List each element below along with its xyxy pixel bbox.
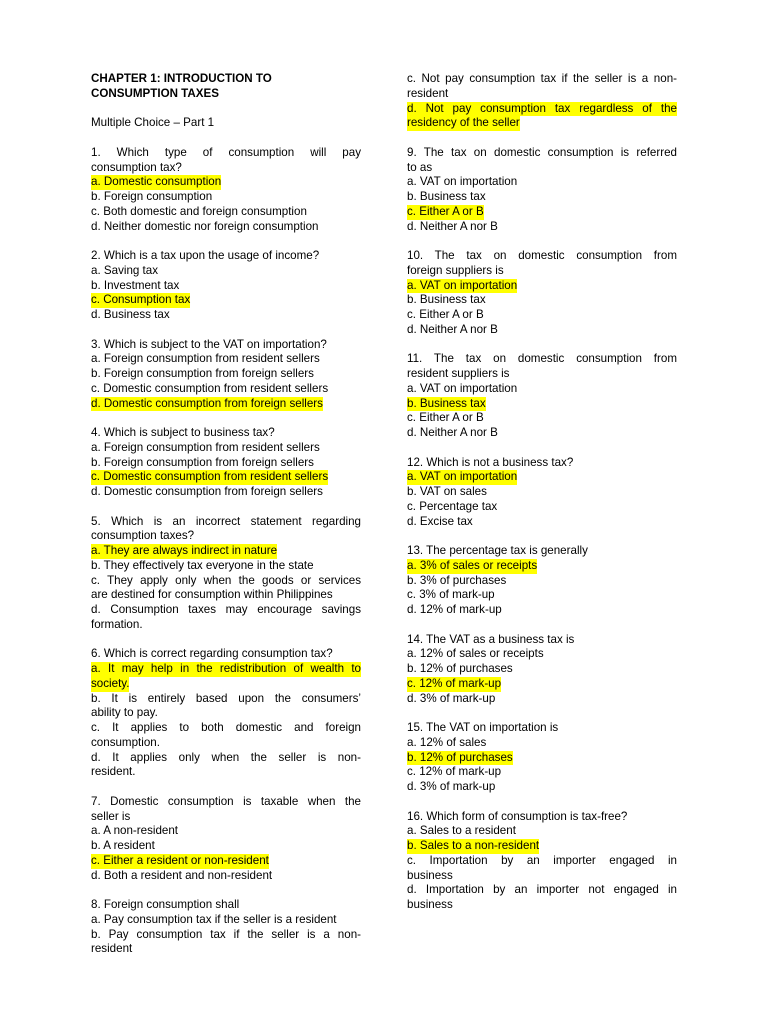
option-8-b-line-1: b. Pay consumption tax if the seller is a non- xyxy=(91,927,361,941)
option-13-d-line-1: d. 12% of mark-up xyxy=(407,603,502,616)
question-6 xyxy=(91,647,361,780)
option-9-a-line-1: a. VAT on importation xyxy=(407,175,518,189)
question-8-stem-line-1: 8. Foreign consumption shall xyxy=(91,898,240,911)
question-10-stem-line-1: 10. The tax on domestic consumption from xyxy=(407,249,677,262)
question-8 xyxy=(407,72,677,131)
section-heading: Multiple Choice – Part 1 xyxy=(91,116,215,130)
option-14-a xyxy=(407,647,677,662)
option-16-a-line-1: a. Sales to a resident xyxy=(407,824,516,838)
question-4 xyxy=(91,426,361,500)
option-6-b xyxy=(91,692,361,722)
option-8-d-line-1: d. Not pay consumption tax regardless of the xyxy=(407,101,677,115)
option-5-d xyxy=(91,603,361,633)
option-8-c xyxy=(407,72,677,102)
option-8-b-line-2: resident xyxy=(91,942,133,956)
question-15 xyxy=(407,721,677,795)
option-6-c-line-2: consumption. xyxy=(91,735,160,749)
option-7-d-line-1: d. Both a resident and non-resident xyxy=(91,868,273,882)
question-14-stem-line-1: 14. The VAT as a business tax is xyxy=(407,632,575,646)
option-15-c xyxy=(407,765,677,780)
question-9-stem-line-2: to as xyxy=(407,160,433,174)
question-6-stem-line-1: 6. Which is correct regarding consumption tax? xyxy=(91,647,333,661)
option-5-c xyxy=(91,574,361,604)
answer-option-10-a xyxy=(407,279,677,294)
option-8-c-line-2: resident xyxy=(407,86,449,100)
option-9-a xyxy=(407,175,677,190)
option-3-a xyxy=(91,352,361,367)
option-15-a xyxy=(407,736,677,751)
question-14 xyxy=(407,633,677,707)
question-1-stem-line-1: 1. Which type of consumption will pay xyxy=(91,145,361,159)
question-12-stem-line-1: 12. Which is not a business tax? xyxy=(407,455,574,469)
option-1-b xyxy=(91,190,361,205)
option-2-b xyxy=(91,279,361,294)
answer-option-9-c xyxy=(407,205,677,220)
option-6-a-line-1: a. It may help in the redistribution of wealth to xyxy=(91,662,361,675)
option-6-b-line-2: ability to pay. xyxy=(91,706,158,720)
question-9-stem-line-1: 9. The tax on domestic consumption is referred xyxy=(407,145,677,159)
option-11-b-line-1: b. Business tax xyxy=(407,396,486,410)
option-3-b-line-1: b. Foreign consumption from foreign sellers xyxy=(91,367,314,380)
question-3-stem-line-1: 3. Which is subject to the VAT on importation? xyxy=(91,337,327,351)
answer-option-7-c xyxy=(91,854,361,869)
question-16-stem-line-1: 16. Which form of consumption is tax-free? xyxy=(407,809,628,823)
option-6-a-line-2: society. xyxy=(91,676,130,690)
question-5-stem-line-2: consumption taxes? xyxy=(91,529,195,543)
option-1-d-line-1: d. Neither domestic nor foreign consumption xyxy=(91,219,319,233)
question-9 xyxy=(407,146,677,235)
question-13-stem-line-1: 13. The percentage tax is generally xyxy=(407,544,588,557)
option-2-d xyxy=(91,308,361,323)
option-11-c-line-1: c. Either A or B xyxy=(407,411,484,425)
option-4-d xyxy=(91,485,361,500)
question-11-stem-line-2: resident suppliers is xyxy=(407,367,510,380)
option-10-a-line-1: a. VAT on importation xyxy=(407,278,518,292)
question-7 xyxy=(91,795,361,884)
option-16-c xyxy=(407,854,677,884)
question-15-stem-line-1: 15. The VAT on importation is xyxy=(407,721,559,734)
option-5-b xyxy=(91,559,361,574)
option-15-c-line-1: c. 12% of mark-up xyxy=(407,765,502,779)
question-7-stem-line-1: 7. Domestic consumption is taxable when the xyxy=(91,794,361,808)
option-15-b-line-1: b. 12% of purchases xyxy=(407,750,513,764)
option-10-c xyxy=(407,308,677,323)
option-8-c-line-1: c. Not pay consumption tax if the seller is a non- xyxy=(407,72,677,85)
option-1-d xyxy=(91,220,361,235)
option-13-b xyxy=(407,574,677,589)
answer-option-11-b xyxy=(407,397,677,412)
question-11-stem-line-1: 11. The tax on domestic consumption from xyxy=(407,352,677,366)
option-3-b xyxy=(91,367,361,382)
option-15-a-line-1: a. 12% of sales xyxy=(407,735,487,749)
option-9-d xyxy=(407,220,677,235)
question-5 xyxy=(91,515,361,633)
option-15-d-line-1: d. 3% of mark-up xyxy=(407,780,496,793)
option-12-d xyxy=(407,515,677,530)
option-12-c xyxy=(407,500,677,515)
option-4-b xyxy=(91,456,361,471)
option-2-c-line-1: c. Consumption tax xyxy=(91,293,191,307)
option-16-c-line-1: c. Importation by an importer engaged in xyxy=(407,853,677,867)
option-11-d-line-1: d. Neither A nor B xyxy=(407,426,498,439)
option-10-c-line-1: c. Either A or B xyxy=(407,308,484,321)
question-12 xyxy=(407,456,677,530)
right-column xyxy=(407,72,677,913)
option-2-d-line-1: d. Business tax xyxy=(91,308,170,321)
option-1-c xyxy=(91,205,361,220)
option-16-b-line-1: b. Sales to a non-resident xyxy=(407,839,540,852)
option-11-c xyxy=(407,411,677,426)
option-8-b xyxy=(91,928,361,958)
question-10-stem-line-2: foreign suppliers is xyxy=(407,263,504,277)
answer-option-4-c xyxy=(91,470,361,485)
question-10 xyxy=(407,249,677,338)
option-10-b-line-1: b. Business tax xyxy=(407,293,486,307)
answer-option-16-b xyxy=(407,839,677,854)
question-13 xyxy=(407,544,677,618)
option-14-a-line-1: a. 12% of sales or receipts xyxy=(407,647,544,661)
left-column xyxy=(91,72,361,957)
option-10-d xyxy=(407,323,677,338)
question-7-stem-line-2: seller is xyxy=(91,809,131,823)
option-13-c-line-1: c. 3% of mark-up xyxy=(407,588,495,602)
option-7-a xyxy=(91,824,361,839)
option-7-b-line-1: b. A resident xyxy=(91,839,155,852)
option-6-d-line-2: resident. xyxy=(91,765,136,779)
option-16-d xyxy=(407,883,677,913)
option-7-b xyxy=(91,839,361,854)
option-16-d-line-1: d. Importation by an importer not engaged in xyxy=(407,883,677,897)
option-10-d-line-1: d. Neither A nor B xyxy=(407,322,498,336)
option-12-b-line-1: b. VAT on sales xyxy=(407,485,487,498)
answer-option-5-a xyxy=(91,544,361,559)
option-5-d-line-1: d. Consumption taxes may encourage savings xyxy=(91,603,361,616)
option-6-d-line-1: d. It applies only when the seller is non- xyxy=(91,750,361,764)
option-16-c-line-2: business xyxy=(407,868,453,882)
question-3 xyxy=(91,338,361,412)
option-16-d-line-2: business xyxy=(407,898,453,911)
question-8 xyxy=(91,898,361,957)
option-9-c-line-1: c. Either A or B xyxy=(407,204,484,218)
question-2-stem-line-1: 2. Which is a tax upon the usage of income? xyxy=(91,249,320,262)
option-5-c-line-2: are destined for consumption within Philippines xyxy=(91,588,333,602)
option-9-b xyxy=(407,190,677,205)
option-5-c-line-1: c. They apply only when the goods or services xyxy=(91,573,361,587)
option-4-d-line-1: d. Domestic consumption from foreign sellers xyxy=(91,485,323,498)
answer-option-3-d xyxy=(91,397,361,412)
answer-option-14-c xyxy=(407,677,677,692)
option-5-b-line-1: b. They effectively tax everyone in the state xyxy=(91,558,314,572)
question-4-stem-line-1: 4. Which is subject to business tax? xyxy=(91,426,275,439)
option-10-b xyxy=(407,293,677,308)
question-1-stem-line-2: consumption tax? xyxy=(91,160,182,174)
option-2-b-line-1: b. Investment tax xyxy=(91,278,180,292)
question-1 xyxy=(91,146,361,235)
option-14-b-line-1: b. 12% of purchases xyxy=(407,662,513,675)
option-11-a-line-1: a. VAT on importation xyxy=(407,381,518,395)
option-11-d xyxy=(407,426,677,441)
option-12-b xyxy=(407,485,677,500)
option-13-b-line-1: b. 3% of purchases xyxy=(407,573,507,587)
option-7-a-line-1: a. A non-resident xyxy=(91,824,179,838)
option-14-d-line-1: d. 3% of mark-up xyxy=(407,691,496,705)
option-6-c-line-1: c. It applies to both domestic and foreign xyxy=(91,721,361,734)
answer-option-1-a xyxy=(91,175,361,190)
option-8-a xyxy=(91,913,361,928)
option-1-c-line-1: c. Both domestic and foreign consumption xyxy=(91,204,307,218)
option-6-b-line-1: b. It is entirely based upon the consumers’ xyxy=(91,691,361,705)
answer-option-15-b xyxy=(407,751,677,766)
option-3-c xyxy=(91,382,361,397)
option-1-a-line-1: a. Domestic consumption xyxy=(91,175,222,189)
option-11-a xyxy=(407,382,677,397)
option-4-c-line-1: c. Domestic consumption from resident sellers xyxy=(91,470,329,484)
option-15-d xyxy=(407,780,677,795)
option-6-d xyxy=(91,751,361,781)
option-13-c xyxy=(407,588,677,603)
option-8-d-line-2: residency of the seller xyxy=(407,116,520,130)
option-2-a-line-1: a. Saving tax xyxy=(91,263,159,277)
option-13-a-line-1: a. 3% of sales or receipts xyxy=(407,558,538,572)
option-4-a-line-1: a. Foreign consumption from resident sellers xyxy=(91,440,320,454)
option-5-a-line-1: a. They are always indirect in nature xyxy=(91,544,278,557)
question-2 xyxy=(91,249,361,323)
option-16-a xyxy=(407,824,677,839)
option-12-a-line-1: a. VAT on importation xyxy=(407,470,518,484)
option-1-b-line-1: b. Foreign consumption xyxy=(91,190,213,203)
option-12-c-line-1: c. Percentage tax xyxy=(407,499,498,513)
question-11 xyxy=(407,352,677,441)
answer-option-6-a xyxy=(91,662,361,692)
chapter-title-line-1: CHAPTER 1: INTRODUCTION TO xyxy=(91,72,272,85)
answer-option-12-a xyxy=(407,470,677,485)
option-12-d-line-1: d. Excise tax xyxy=(407,514,473,528)
option-7-d xyxy=(91,869,361,884)
question-5-stem-line-1: 5. Which is an incorrect statement regarding xyxy=(91,514,361,528)
option-4-a xyxy=(91,441,361,456)
answer-option-8-d xyxy=(407,102,677,132)
option-9-b-line-1: b. Business tax xyxy=(407,190,486,203)
option-3-a-line-1: a. Foreign consumption from resident sellers xyxy=(91,352,320,366)
answer-option-2-c xyxy=(91,293,361,308)
chapter-title-line-2: CONSUMPTION TAXES xyxy=(91,86,219,100)
option-7-c-line-1: c. Either a resident or non-resident xyxy=(91,853,269,867)
option-14-c-line-1: c. 12% of mark-up xyxy=(407,676,502,690)
option-4-b-line-1: b. Foreign consumption from foreign sellers xyxy=(91,455,314,469)
option-8-a-line-1: a. Pay consumption tax if the seller is a resident xyxy=(91,912,337,926)
option-9-d-line-1: d. Neither A nor B xyxy=(407,219,498,233)
option-2-a xyxy=(91,264,361,279)
option-13-d xyxy=(407,603,677,618)
option-14-b xyxy=(407,662,677,677)
answer-option-13-a xyxy=(407,559,677,574)
option-5-d-line-2: formation. xyxy=(91,617,143,631)
question-16 xyxy=(407,810,677,913)
option-3-d-line-1: d. Domestic consumption from foreign sellers xyxy=(91,396,323,410)
option-3-c-line-1: c. Domestic consumption from resident sellers xyxy=(91,381,329,395)
option-6-c xyxy=(91,721,361,751)
option-14-d xyxy=(407,692,677,707)
